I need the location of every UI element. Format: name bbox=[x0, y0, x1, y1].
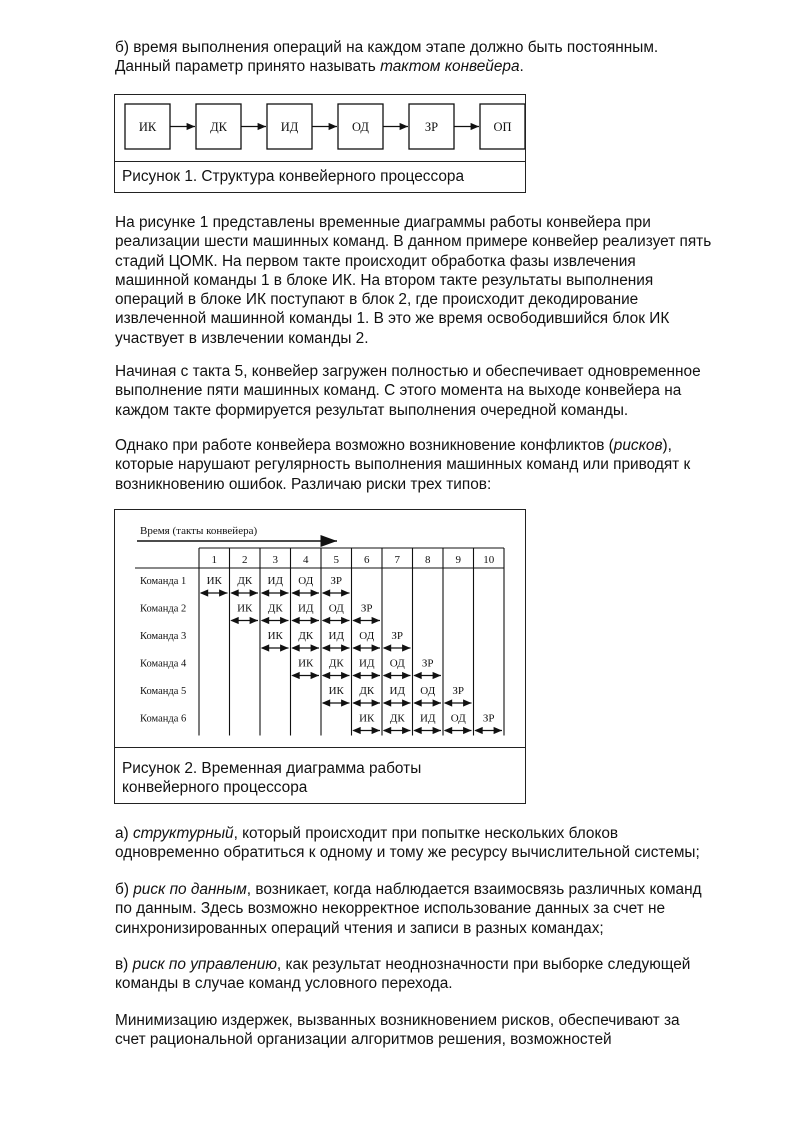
stage-cell-label: ИД bbox=[420, 712, 436, 725]
stage-cell-label: ДК bbox=[298, 630, 314, 642]
text-line: синхронизированных операций чтения и записи в разных командах; bbox=[115, 919, 604, 937]
text-line: возникновению ошибок. Различаю риски трех типов: bbox=[115, 475, 492, 493]
text-span: Данный параметр принято называть bbox=[115, 58, 381, 76]
paragraph-hazards-intro bbox=[115, 436, 755, 494]
text-line: счет рациональной организации алгоритмов решения, возможностей bbox=[115, 1031, 612, 1049]
stage-cell-label: ДК bbox=[359, 685, 375, 697]
stage-cell-label: ОД bbox=[389, 657, 405, 670]
stage-cell-label: ЗР bbox=[482, 712, 495, 725]
emphasis-term: структурный bbox=[132, 825, 234, 842]
text-line bbox=[115, 824, 755, 843]
text-span: , как результат неоднозначности при выборке следующей bbox=[276, 956, 691, 973]
command-row-label: Команда 6 bbox=[140, 713, 187, 725]
stage-block-label: ЗР bbox=[424, 120, 439, 134]
text-span: ), bbox=[662, 437, 672, 454]
text-span: б) bbox=[115, 881, 134, 898]
stage-cell-label: ИК bbox=[328, 685, 344, 697]
stage-cell-label: ЗР bbox=[330, 575, 343, 587]
text-line: каждом такте формируется результат выполнения очередной команды. bbox=[115, 401, 629, 419]
stage-cell-label: ИК bbox=[267, 630, 283, 642]
tick-label: 2 bbox=[242, 554, 248, 566]
pipeline-timing-diagram bbox=[115, 510, 525, 747]
text-line: которые нарушают регулярность выполнения машинных команд или приводят к bbox=[115, 456, 691, 474]
paragraph-data-hazard bbox=[115, 880, 755, 938]
paragraph-full-load bbox=[115, 362, 755, 420]
text-line: извлеченной машинной команды 1. В это же время освободившийся блок ИК bbox=[115, 310, 670, 328]
paragraph-timing-description bbox=[115, 213, 755, 348]
stage-cell-label: ИД bbox=[328, 630, 344, 642]
stage-cell-label: ДК bbox=[267, 602, 283, 615]
tick-label: 9 bbox=[455, 554, 461, 566]
figure-2 bbox=[114, 509, 526, 804]
text-line: б) время выполнения операций на каждом этапе должно быть постоянным. bbox=[115, 39, 659, 56]
command-row-label: Команда 3 bbox=[140, 631, 187, 642]
text-line bbox=[115, 880, 755, 899]
stage-cell-label: ИД bbox=[359, 657, 375, 670]
command-row-label: Команда 2 bbox=[140, 603, 187, 615]
pipeline-structure-diagram bbox=[115, 95, 525, 161]
stage-cell-label: ЗР bbox=[421, 657, 434, 670]
emphasis-term: риск по данным bbox=[133, 881, 247, 898]
text-line: выполнение пяти машинных команд. С этого момента на выходе конвейера на bbox=[115, 382, 682, 400]
text-line bbox=[115, 436, 755, 455]
figure-1 bbox=[114, 94, 526, 193]
text-span: Однако при работе конвейера возможно возникновение конфликтов ( bbox=[115, 437, 614, 454]
stage-cell-label: ИД bbox=[389, 685, 405, 697]
stage-cell-label: ОД bbox=[450, 712, 466, 725]
stage-block-label: ИД bbox=[280, 120, 299, 134]
command-row-label: Команда 1 bbox=[140, 576, 187, 587]
command-row-label: Команда 4 bbox=[140, 658, 187, 670]
paragraph-minimization bbox=[115, 1011, 755, 1050]
text-span: в) bbox=[115, 956, 133, 973]
command-row-label: Команда 5 bbox=[140, 686, 187, 697]
stage-cell-label: ОД bbox=[328, 602, 344, 615]
text-line: Минимизацию издержек, вызванных возникновением рисков, обеспечивают за bbox=[115, 1012, 680, 1029]
stage-cell-label: ИК bbox=[206, 575, 222, 587]
tick-label: 6 bbox=[364, 554, 370, 566]
text-line: одновременно обратиться к одному и тому же ресурсу вычислительной системы; bbox=[115, 844, 700, 862]
emphasis-term: рисков bbox=[613, 437, 663, 454]
tick-label: 5 bbox=[333, 554, 339, 566]
tick-label: 10 bbox=[483, 554, 495, 566]
stage-cell-label: ЗР bbox=[391, 630, 404, 642]
stage-block-label: ОД bbox=[352, 120, 369, 134]
tick-label: 7 bbox=[394, 554, 400, 566]
stage-cell-label: ЗР bbox=[360, 602, 373, 615]
stage-block-label: ДК bbox=[210, 120, 227, 134]
text-line: стадий ЦОМК. На первом такте происходит обработка фазы извлечения bbox=[115, 252, 636, 270]
stage-cell-label: ИК bbox=[298, 657, 314, 670]
stage-block-label: ИК bbox=[138, 120, 157, 134]
figure-2-diagram bbox=[115, 510, 525, 748]
stage-cell-label: ЗР bbox=[452, 685, 465, 697]
stage-cell-label: ДК bbox=[328, 657, 344, 670]
text-span: , который происходит при попытке нескольких блоков bbox=[233, 825, 619, 842]
stage-cell-label: ИК bbox=[237, 602, 253, 615]
tick-label: 3 bbox=[272, 554, 278, 566]
paragraph-structural-hazard bbox=[115, 824, 755, 863]
text-line: операций в блоке ИК поступают в блок 2, где происходит декодирование bbox=[115, 291, 639, 309]
stage-block-label: ОП bbox=[493, 120, 512, 134]
figure-2-caption bbox=[122, 759, 421, 798]
stage-cell-label: ИД bbox=[298, 602, 314, 615]
paragraph-control-hazard bbox=[115, 955, 755, 994]
text-line: Начиная с такта 5, конвейер загружен полностью и обеспечивает одновременное bbox=[115, 363, 701, 380]
emphasis-term: тактом конвейера bbox=[380, 58, 520, 76]
text-span: . bbox=[519, 58, 524, 76]
tick-label: 4 bbox=[303, 554, 309, 566]
figure-1-caption: Рисунок 1. Структура конвейерного процессора bbox=[122, 168, 465, 185]
stage-cell-label: ОД bbox=[359, 630, 375, 642]
stage-cell-label: ОД bbox=[298, 575, 314, 587]
text-span: а) bbox=[115, 825, 133, 842]
text-line bbox=[115, 955, 755, 974]
text-line: реализации шести машинных команд. В данном примере конвейер реализует пять bbox=[115, 233, 712, 251]
figure-1-diagram bbox=[115, 95, 525, 162]
stage-cell-label: ДК bbox=[389, 712, 405, 725]
tick-label: 8 bbox=[425, 554, 431, 566]
stage-cell-label: ДК bbox=[237, 575, 253, 587]
stage-cell-label: ОД bbox=[420, 685, 436, 697]
caption-line: конвейерного процессора bbox=[122, 779, 308, 797]
text-line: команды в случае команд условного перехода. bbox=[115, 975, 453, 993]
text-line: машинной команды 1 в блоке ИК. На втором такте результаты выполнения bbox=[115, 271, 654, 289]
text-span: , возникает, когда наблюдается взаимосвязь различных команд bbox=[246, 881, 702, 898]
text-line: На рисунке 1 представлены временные диаграммы работы конвейера при bbox=[115, 214, 651, 231]
text-line bbox=[115, 57, 755, 76]
stage-cell-label: ИД bbox=[267, 575, 283, 587]
tick-label: 1 bbox=[211, 554, 217, 566]
stage-cell-label: ИК bbox=[359, 712, 375, 725]
paragraph-pipeline-condition bbox=[115, 38, 755, 77]
text-line: по данным. Здесь возможно некорректное использование данных за счет не bbox=[115, 900, 666, 918]
caption-line: Рисунок 2. Временная диаграмма работы bbox=[122, 760, 422, 777]
time-axis-label: Время (такты конвейера) bbox=[140, 525, 258, 537]
emphasis-term: риск по управлению bbox=[132, 956, 277, 973]
text-line: участвует в извлечении команды 2. bbox=[115, 329, 369, 347]
